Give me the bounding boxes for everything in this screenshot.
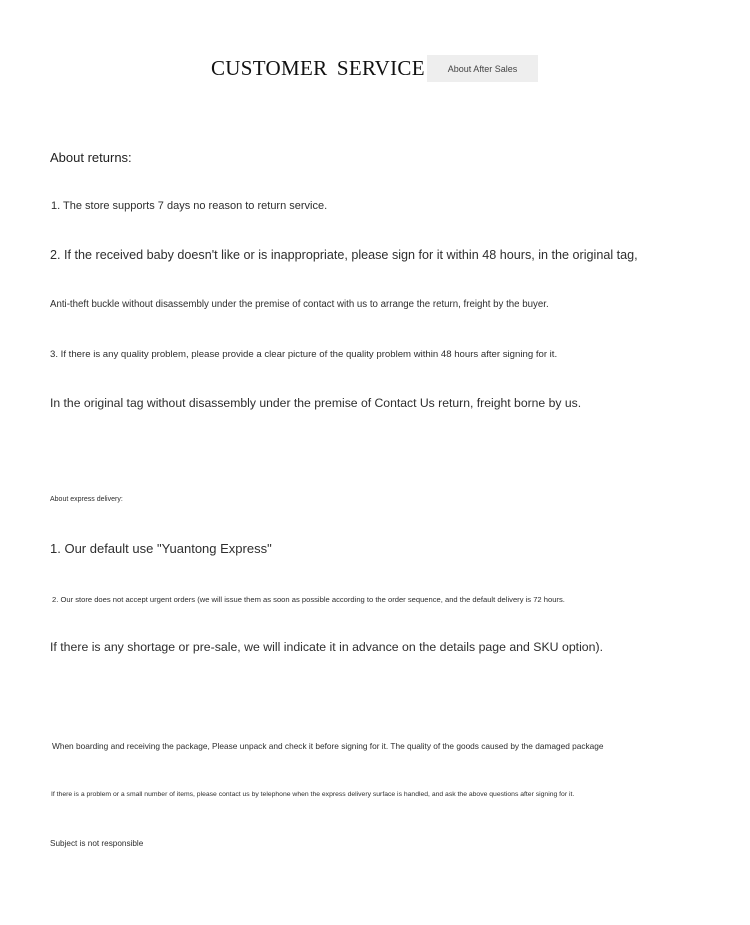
delivery-line-5: If there is a problem or a small number of items, please contact us by telephone when the express delivery surface is handled, and ask the above questions after signing for it. xyxy=(51,791,575,798)
returns-line-2: 2. If the received baby doesn't like or is inappropriate, please sign for it within 48 hours, in the original tag, xyxy=(50,248,638,262)
delivery-line-6: Subject is not responsible xyxy=(50,839,144,848)
returns-heading: About returns: xyxy=(50,150,132,165)
page-header xyxy=(0,55,750,83)
after-sales-badge: About After Sales xyxy=(427,55,538,82)
returns-line-3: Anti-theft buckle without disassembly under the premise of contact with us to arrange the return, freight by the buyer. xyxy=(50,299,549,310)
delivery-line-2: 2. Our store does not accept urgent orders (we will issue them as soon as possible according to the order sequence, and the default delivery is 72 hours. xyxy=(52,595,565,604)
returns-line-1: 1. The store supports 7 days no reason to return service. xyxy=(51,200,328,212)
page-title: CUSTOMER SERVICE xyxy=(211,56,425,80)
delivery-line-1: 1. Our default use "Yuantong Express" xyxy=(50,541,272,556)
delivery-heading: About express delivery: xyxy=(50,496,123,503)
delivery-line-3: If there is any shortage or pre-sale, we will indicate it in advance on the details page and SKU option). xyxy=(50,640,603,654)
returns-line-5: In the original tag without disassembly under the premise of Contact Us return, freight borne by us. xyxy=(50,396,582,410)
returns-line-4: 3. If there is any quality problem, please provide a clear picture of the quality problem within 48 hours after signing for it. xyxy=(50,349,558,360)
delivery-line-4: When boarding and receiving the package, Please unpack and check it before signing for it. The quality of the goods caused by the damaged package xyxy=(52,741,604,751)
